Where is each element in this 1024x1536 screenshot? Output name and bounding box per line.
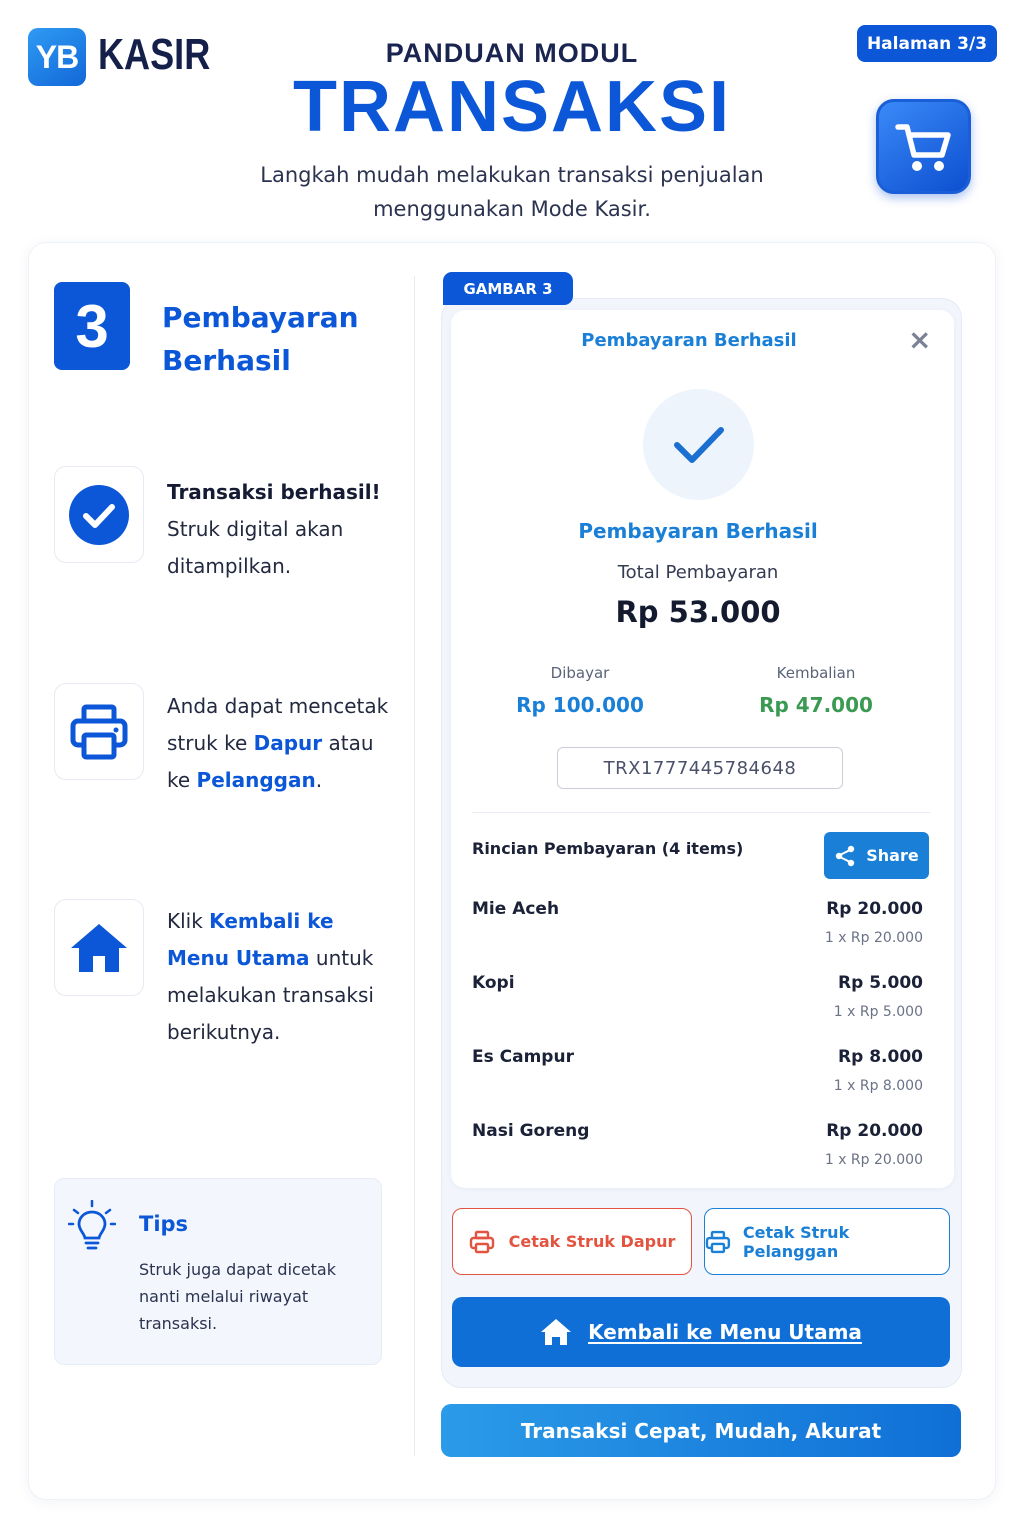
transaction-id: TRX1777445784648 [557,747,843,789]
shopping-cart-icon [876,99,971,194]
tips-text: Struk juga dapat dicetak nanti melalui riwayat transaksi. [139,1260,336,1333]
total-label: Total Pembayaran [617,562,779,583]
change-label: Kembalian [776,664,856,682]
success-check-icon [643,389,754,500]
back-to-main-menu-button[interactable] [452,1297,950,1367]
list-item-total: Rp 20.000 [826,899,923,919]
print-customer-receipt-button[interactable] [704,1208,950,1275]
print-customer-label: Cetak Struk Pelanggan [742,1222,850,1261]
share-icon [834,845,856,867]
tips-title: Tips [139,1212,189,1236]
print-kitchen-receipt-button[interactable] [452,1208,692,1275]
feature-home-text: Klik Kembali ke Menu Utama untuk melakukan transaksi berikutnya. [167,909,374,1044]
list-item-name: Kopi [472,973,515,993]
back-to-main-menu-label: Kembali ke Menu Utama [588,1320,862,1344]
brand-logo-mark: YB [28,28,86,86]
success-label: Pembayaran Berhasil [578,519,818,543]
brand-name: KASIR [98,30,211,79]
list-item-sub: 1 x Rp 20.000 [824,1152,923,1168]
printer-icon [469,1230,495,1254]
step-number: 3 [54,282,130,370]
header-description: Langkah mudah melakukan transaksi penjualan menggunakan Mode Kasir. [260,163,764,221]
printer-icon [705,1230,731,1254]
total-value: Rp 53.000 [615,595,781,629]
share-label: Share [866,846,919,865]
header-subtitle: PANDUAN MODUL [385,38,639,68]
list-item-name: Nasi Goreng [472,1121,590,1141]
feature-success-text: Transaksi berhasil! Struk digital akan ditampilkan. [167,480,381,578]
payment-detail-title: Rincian Pembayaran (4 items) [472,839,744,858]
page-badge: Halaman 3/3 [857,25,997,62]
section-divider [472,812,930,813]
dialog-title: Pembayaran Berhasil [581,330,797,351]
list-item-total: Rp 8.000 [838,1047,923,1067]
share-button[interactable] [824,832,929,879]
column-divider [414,276,415,1456]
printer-icon [54,683,144,780]
list-item-name: Es Campur [472,1047,574,1067]
change-value: Rp 47.000 [759,693,873,717]
lightbulb-icon [68,1200,116,1252]
footer-banner: Transaksi Cepat, Mudah, Akurat [441,1404,961,1457]
paid-label: Dibayar [550,664,610,682]
list-item-sub: 1 x Rp 8.000 [833,1078,923,1094]
list-item-sub: 1 x Rp 20.000 [824,930,923,946]
feature-print-text: Anda dapat mencetak struk ke Dapur atau ke Pelanggan. [167,694,389,792]
paid-value: Rp 100.000 [516,693,644,717]
page-title: TRANSAKSI [292,67,731,147]
check-circle-icon [54,466,144,563]
print-kitchen-label: Cetak Struk Dapur [508,1232,676,1251]
list-item-sub: 1 x Rp 5.000 [833,1004,923,1020]
list-item-name: Mie Aceh [472,899,560,919]
list-item-total: Rp 5.000 [838,973,923,993]
home-icon [540,1317,572,1347]
step-title: Pembayaran Berhasil [162,301,359,377]
home-icon [54,899,144,996]
close-icon[interactable]: × [908,323,932,356]
list-item-total: Rp 20.000 [826,1121,923,1141]
figure-tag: GAMBAR 3 [443,272,573,305]
